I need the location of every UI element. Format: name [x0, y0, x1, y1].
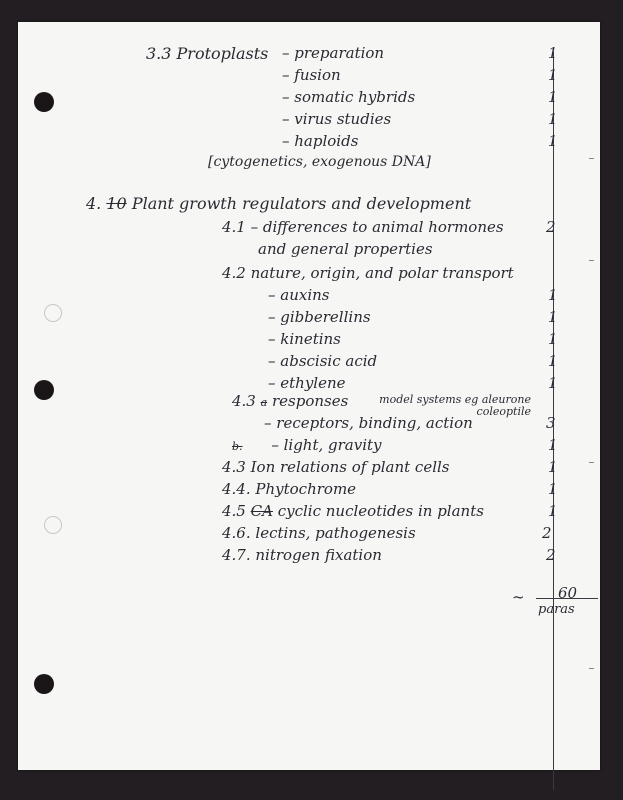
list-item: – virus studies [282, 110, 392, 128]
section-number: 4. [86, 194, 102, 213]
list-item: – fusion [282, 66, 341, 84]
list-item: – gibberellins [268, 308, 371, 326]
struck-text: b. [232, 440, 243, 453]
subsection-41: 4.1 – differences to animal hormones [222, 218, 504, 236]
count: 1 [548, 286, 558, 304]
struck-text: CA [250, 502, 273, 520]
count: 1 [548, 44, 558, 62]
edge-tick [589, 462, 594, 463]
total-value: 60 [558, 584, 578, 602]
total-unit: paras [538, 602, 575, 617]
row-line [222, 502, 484, 520]
count: 1 [548, 436, 558, 454]
count: 1 [548, 374, 558, 392]
list-item: – abscisic acid [268, 352, 378, 370]
subsection-text: responses [271, 392, 349, 410]
note: [cytogenetics, exogenous DNA] [208, 154, 431, 170]
section-title: Plant growth regulators and development [131, 194, 472, 213]
list-item: – kinetins [268, 330, 341, 348]
list-item: – auxins [268, 286, 330, 304]
list-item: – haploids [282, 132, 359, 150]
subsection-43-sub2-line [232, 436, 382, 454]
row-text: 4.7. nitrogen fixation [222, 546, 382, 564]
struck-text: a [260, 396, 268, 409]
count: 2 [546, 218, 556, 236]
punch-hole [34, 674, 54, 694]
paper-sheet [18, 22, 600, 770]
edge-tick [589, 668, 594, 669]
count: 1 [548, 352, 558, 370]
count: 1 [548, 308, 558, 326]
subsection-text: – light, gravity [271, 436, 382, 454]
subsection-label: 4.3 [232, 392, 256, 410]
punch-hole-faint [44, 516, 62, 534]
subsection-43-responses [232, 392, 348, 410]
count: 1 [548, 132, 558, 150]
row-text: 4.6. lectins, pathogenesis [222, 524, 416, 542]
count: 1 [548, 330, 558, 348]
section-4-title-line [86, 194, 471, 213]
list-item: – ethylene [268, 374, 346, 392]
punch-hole-faint [44, 304, 62, 322]
edge-tick [589, 260, 594, 261]
count: 1 [548, 458, 558, 476]
count: 1 [548, 480, 558, 498]
edge-tick [589, 158, 594, 159]
punch-hole [34, 380, 54, 400]
row-text: 4.3 Ion relations of plant cells [222, 458, 450, 476]
count: 1 [548, 66, 558, 84]
count: 1 [548, 88, 558, 106]
subsection-41-cont: and general properties [258, 240, 433, 258]
count: 3 [546, 414, 556, 432]
section-33-heading: 3.3 Protoplasts [146, 44, 269, 63]
punch-hole [34, 92, 54, 112]
subsection-43-sub: – receptors, binding, action [264, 414, 473, 432]
aside-note: model systems eg aleurone coleoptile [379, 393, 531, 418]
count: 2 [542, 524, 552, 542]
subsection-42: 4.2 nature, origin, and polar transport [222, 264, 514, 282]
count: 1 [548, 502, 558, 520]
list-item: – somatic hybrids [282, 88, 416, 106]
count: 2 [546, 546, 556, 564]
row-text-rest: cyclic nucleotides in plants [277, 502, 484, 520]
row-text: 4.4. Phytochrome [222, 480, 357, 498]
approx-sign: ~ [512, 588, 525, 606]
count: 1 [548, 110, 558, 128]
list-item: – preparation [282, 44, 385, 62]
row-text: 4.5 [222, 502, 246, 520]
struck-text: 10 [106, 194, 127, 213]
